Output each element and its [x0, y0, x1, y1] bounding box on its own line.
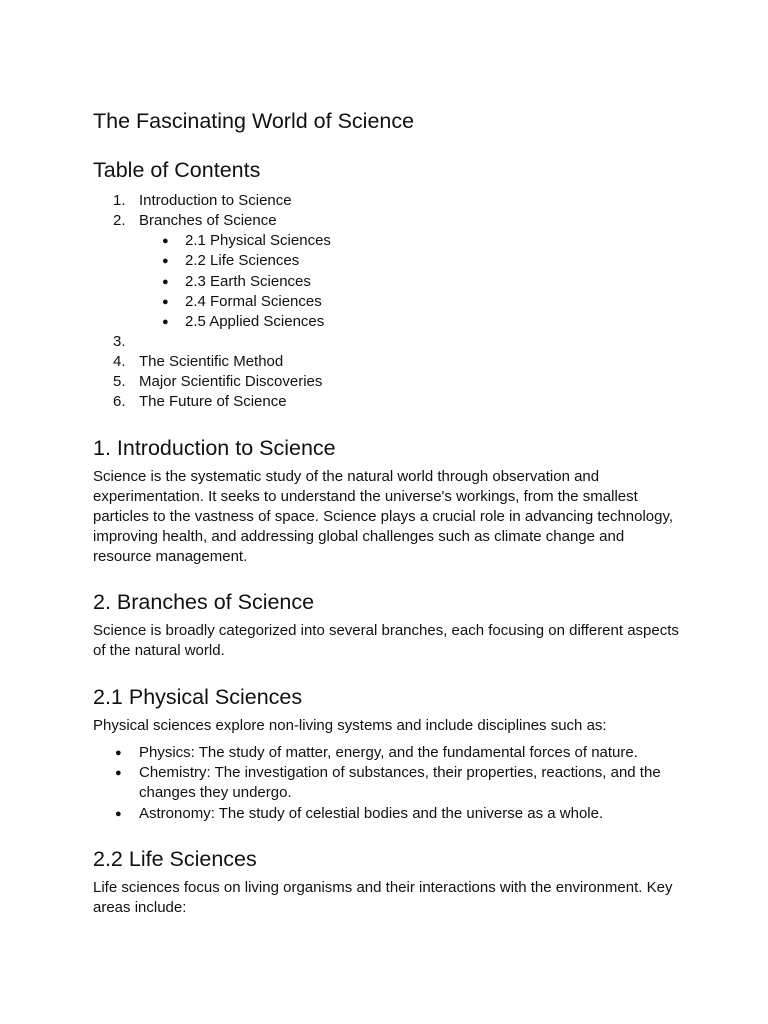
document-title: The Fascinating World of Science [93, 109, 415, 133]
toc-item[interactable] [93, 372, 331, 392]
toc-item-number: 5. [113, 373, 126, 391]
list-item-text: Astronomy: The study of celestial bodies and the universe as a whole. [139, 804, 604, 822]
toc-subitem-label[interactable]: 2.4 Formal Sciences [185, 292, 322, 310]
toc-item-label[interactable]: Branches of Science [139, 212, 277, 230]
bullet-icon: ● [115, 747, 122, 759]
toc-subitem[interactable] [93, 272, 331, 292]
toc-item-label[interactable]: The Scientific Method [139, 353, 284, 371]
bullet-icon: ● [162, 275, 169, 288]
toc-subitem[interactable] [93, 292, 331, 312]
bullet-icon: ● [115, 807, 122, 820]
list-item [93, 763, 683, 803]
toc-subitem-label[interactable]: 2.2 Life Sciences [185, 252, 300, 270]
toc-item-label[interactable]: The Future of Science [139, 393, 287, 411]
toc-item-label[interactable]: Major Scientific Discoveries [139, 373, 323, 391]
physical-sciences-paragraph: Physical sciences explore non-living systems and include disciplines such as: [93, 717, 607, 734]
toc-subitem-label[interactable]: 2.1 Physical Sciences [185, 232, 331, 250]
section-heading-introduction: 1. Introduction to Science [93, 436, 336, 460]
toc-item[interactable] [93, 332, 331, 352]
toc-item-number: 4. [113, 353, 126, 371]
toc-item-number: 2. [113, 212, 126, 230]
toc-item[interactable] [93, 392, 331, 412]
bullet-icon: ● [162, 255, 169, 268]
toc-heading: Table of Contents [93, 158, 261, 182]
bullet-icon: ● [162, 295, 169, 308]
branches-paragraph: Science is broadly categorized into several branches, each focusing on different aspects of the natural world. [93, 622, 679, 660]
toc-item[interactable] [93, 191, 331, 211]
bullet-icon: ● [115, 767, 122, 780]
toc-subitem-label[interactable]: 2.3 Earth Sciences [185, 272, 311, 290]
toc-item-number: 1. [113, 192, 126, 209]
introduction-paragraph: Science is the systematic study of the natural world through observation and experimentation. It seeks to understand the universe's workings, from the smallest particles to the vastness of space. Science plays a crucial role in advancing technology, improving health, and addressing global challenges such as climate change and resource management. [93, 468, 674, 566]
toc-subitem[interactable] [93, 231, 331, 251]
toc-item-number: 6. [113, 393, 126, 411]
list-item-text: Chemistry: The investigation of substances, their properties, reactions, and the changes they undergo. [139, 764, 661, 802]
bullet-icon: ● [162, 315, 169, 328]
toc-item-label[interactable]: Introduction to Science [139, 192, 292, 209]
toc-subitem-label[interactable]: 2.5 Applied Sciences [185, 312, 325, 330]
toc-item[interactable] [93, 211, 331, 231]
physical-sciences-list [93, 743, 683, 824]
bullet-icon: ● [162, 235, 169, 248]
list-item-text: Physics: The study of matter, energy, and the fundamental forces of nature. [139, 744, 638, 761]
toc-subitem[interactable] [93, 312, 331, 332]
list-item [93, 743, 683, 763]
toc-item-number: 3. [113, 332, 126, 350]
section-heading-physical-sciences: 2.1 Physical Sciences [93, 685, 303, 709]
section-heading-branches: 2. Branches of Science [93, 590, 315, 614]
table-of-contents [93, 191, 331, 413]
section-heading-life-sciences: 2.2 Life Sciences [93, 847, 257, 871]
list-item [93, 804, 683, 824]
life-sciences-paragraph: Life sciences focus on living organisms and their interactions with the environment. Key areas include: [93, 879, 673, 917]
toc-item[interactable] [93, 352, 331, 372]
toc-subitem[interactable] [93, 251, 331, 271]
